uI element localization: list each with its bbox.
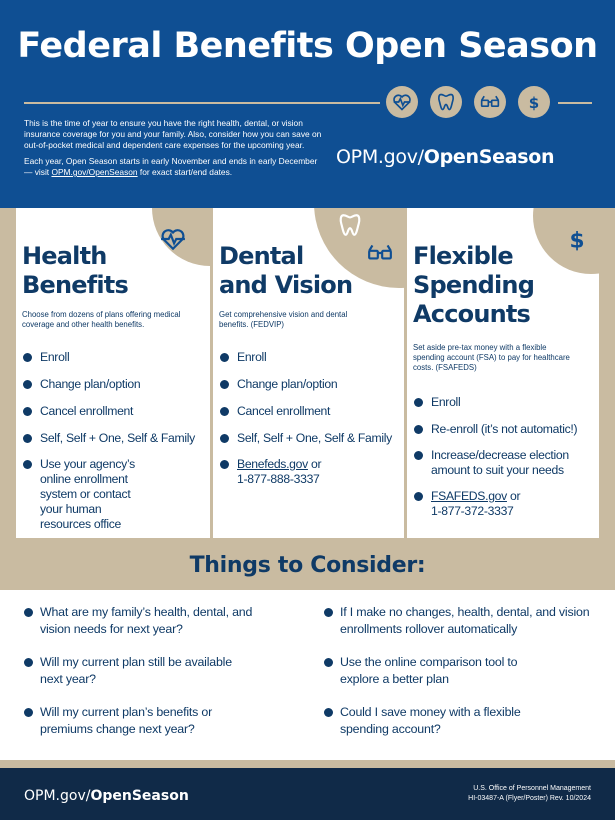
- list-item: Will my current plan still be available next year?: [24, 654, 244, 688]
- list-item: Enroll: [22, 350, 202, 365]
- dollar-icon: [518, 86, 550, 118]
- glasses-icon: [474, 86, 506, 118]
- header-divider: [24, 102, 380, 104]
- fsafeds-phone: 1-877-372-3337: [431, 504, 514, 518]
- page-title: Federal Benefits Open Season: [17, 26, 598, 66]
- header-divider: [558, 102, 592, 104]
- open-season-link[interactable]: OPM.gov/OpenSeason: [51, 167, 138, 177]
- list-item: Self, Self + One, Self & Family: [219, 431, 404, 446]
- things-to-consider-panel: [0, 590, 615, 760]
- list-item: Use the online comparison tool to explore a better plan: [324, 654, 544, 688]
- list-item: Cancel enrollment: [219, 404, 404, 419]
- heart-pulse-icon: [386, 86, 418, 118]
- fsa-description: Set aside pre-tax money with a flexible spending account (FSA) to pay for healthcare costs. (FSAFEDS): [413, 343, 570, 372]
- intro-paragraph: Each year, Open Season starts in early November and ends in early December — visit OPM.gov/OpenSeason for exact start/end dates.: [24, 156, 318, 177]
- dental-vision-list: [219, 350, 404, 487]
- list-item: Use your agency’s online enrollment system or contact your human resources office: [22, 457, 152, 532]
- fsa-list: [413, 395, 595, 519]
- list-item: Could I save money with a flexible spending account?: [324, 704, 544, 738]
- list-item: Self, Self + One, Self & Family: [22, 431, 202, 446]
- list-item: Change plan/option: [22, 377, 202, 392]
- heart-pulse-icon: [160, 226, 186, 257]
- intro-text: [24, 118, 324, 183]
- footer-doc-id: HI-03487-A (Flyer/Poster) Rev. 10/2024: [468, 795, 591, 802]
- glasses-icon: [367, 240, 393, 271]
- list-item: If I make no changes, health, dental, and vision enrollments rollover automatically: [324, 604, 599, 638]
- footer-divider: [0, 760, 615, 768]
- health-benefits-title: Health Benefits: [22, 242, 128, 299]
- svg-text:$: $: [528, 93, 540, 112]
- opm-open-season-link[interactable]: OPM.gov/OpenSeason: [336, 146, 555, 168]
- list-item: Enroll: [219, 350, 404, 365]
- list-item: FSAFEDS.gov or 1-877-372-3337: [413, 489, 595, 519]
- fsa-card: [407, 208, 599, 538]
- footer-org: U.S. Office of Personnel Management: [473, 785, 591, 792]
- fsafeds-link[interactable]: FSAFEDS.gov: [431, 489, 507, 503]
- tooth-icon: [337, 212, 363, 243]
- list-item: Benefeds.gov or 1-877-888-3337: [219, 457, 404, 487]
- footer-credits: [468, 784, 591, 804]
- intro-paragraph: This is the time of year to ensure you have the right health, dental, or vision insurance coverage for you and your family. Also, consider how you can save on out-of-pocket medical and dependent care expenses for the upcoming year.: [24, 118, 322, 150]
- footer-open-season-link[interactable]: OPM.gov/OpenSeason: [24, 788, 189, 804]
- header-banner: [0, 0, 615, 208]
- benefeds-link[interactable]: Benefeds.gov: [237, 457, 308, 471]
- list-item: Enroll: [413, 395, 595, 410]
- health-benefits-card: [16, 208, 210, 538]
- list-item: What are my family’s health, dental, and vision needs for next year?: [24, 604, 264, 638]
- health-benefits-description: Choose from dozens of plans offering medical coverage and other health benefits.: [22, 310, 181, 329]
- tooth-icon: [430, 86, 462, 118]
- svg-text:$: $: [569, 228, 585, 252]
- dollar-icon: [564, 226, 590, 257]
- list-item: Change plan/option: [219, 377, 404, 392]
- benefeds-phone: 1-877-888-3337: [237, 472, 320, 486]
- dental-vision-description: Get comprehensive vision and dental benefits. (FEDVIP): [219, 310, 348, 329]
- dental-vision-title: Dental and Vision: [219, 242, 353, 299]
- dental-vision-card: [213, 208, 404, 538]
- list-item: Will my current plan’s benefits or premiums change next year?: [24, 704, 254, 738]
- list-item: Re-enroll (it’s not automatic!): [413, 422, 595, 437]
- things-to-consider-heading: Things to Consider:: [189, 553, 426, 578]
- list-item: Increase/decrease election amount to suit your needs: [413, 448, 583, 478]
- list-item: Cancel enrollment: [22, 404, 202, 419]
- fsa-title: Flexible Spending Accounts: [413, 242, 535, 328]
- health-benefits-list: [22, 350, 202, 532]
